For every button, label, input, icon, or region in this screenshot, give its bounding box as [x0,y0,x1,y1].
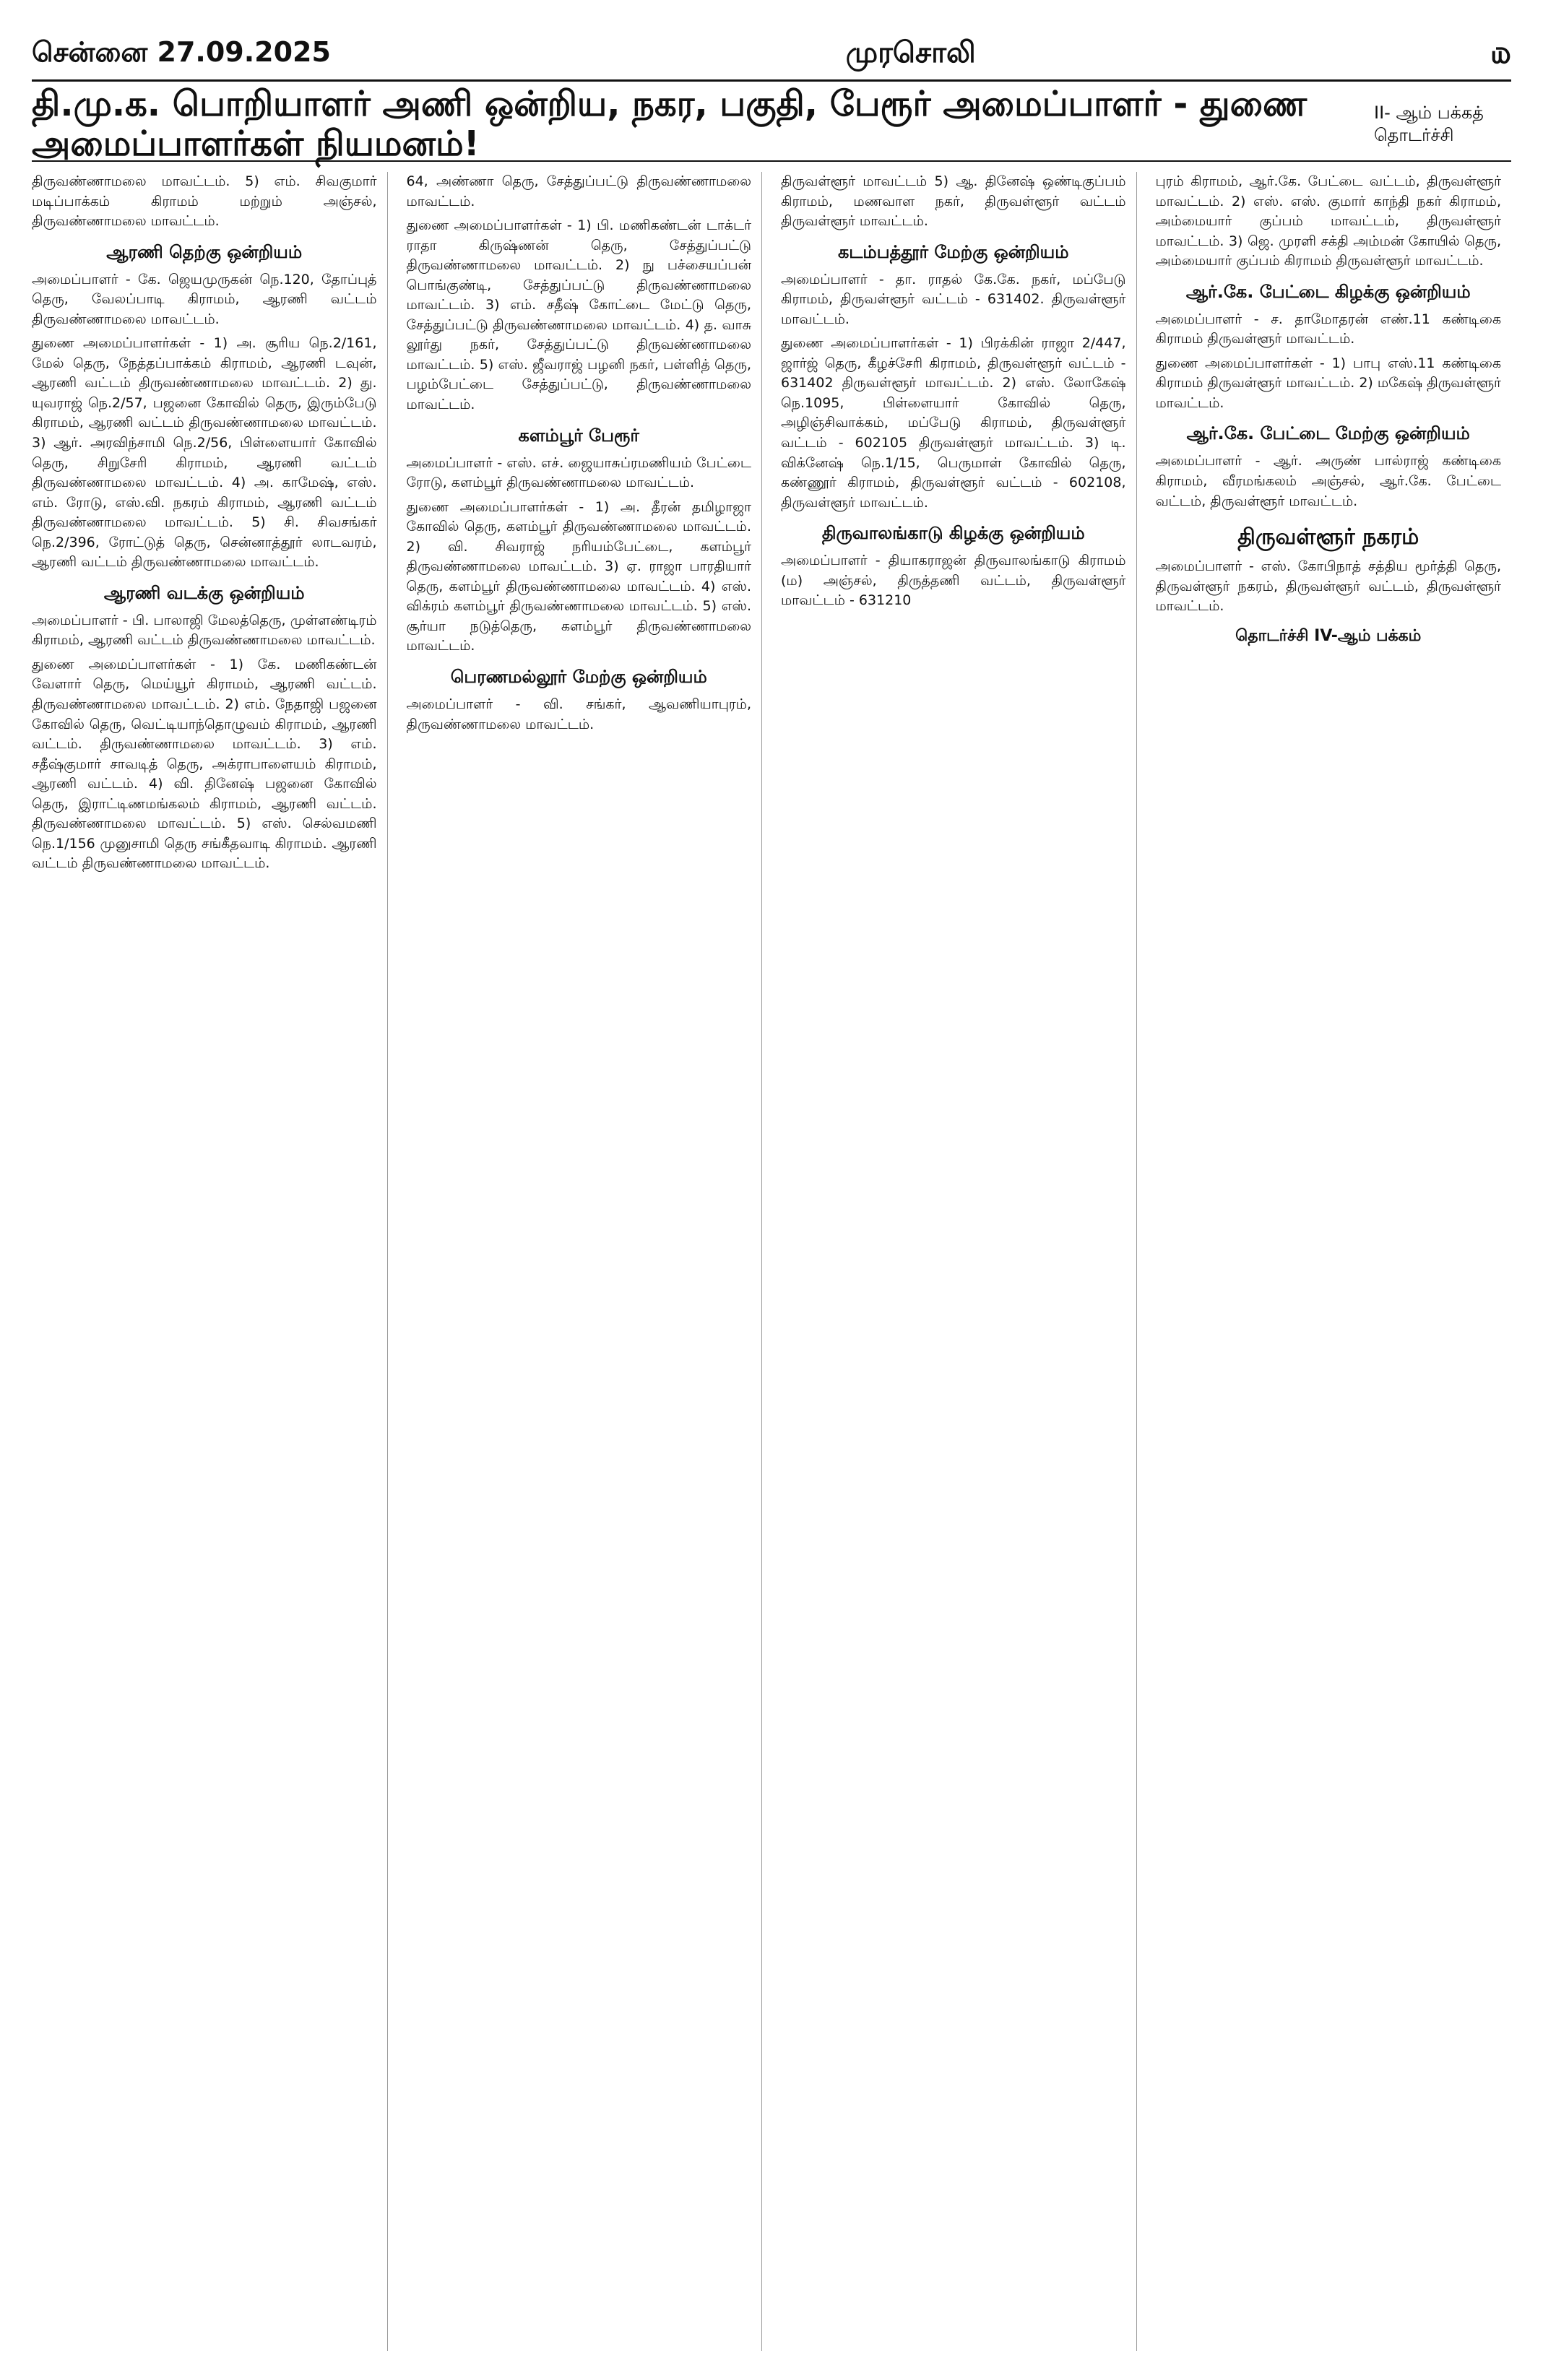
section-heading: திருவாலங்காடு கிழக்கு ஒன்றியம் [821,523,1085,544]
paragraph: அமைப்பாளர் - ச. தாமோதரன் எண்.11 கண்டிகை கிராமம் திருவள்ளூர் மாவட்டம். [1155,311,1501,347]
paragraph: திருவள்ளூர் மாவட்டம் 5) ஆ. தினேஷ் ஒண்டிகுப்பம் கிராமம், மணவாள நகர், திருவள்ளூர் வட்டம் திருவள்ளூர் மாவட்டம். [781,173,1126,230]
section-heading: ஆரணி தெற்கு ஒன்றியம் [106,241,303,262]
section-heading: பெரணமல்லூர் மேற்கு ஒன்றியம் [450,667,707,688]
continued-note: II- ஆம் பக்கத் தொடர்ச்சி [1374,102,1484,145]
continuation-note: தொடர்ச்சி IV-ஆம் பக்கம் [1235,626,1422,645]
paragraph: துணை அமைப்பாளர்கள் - 1) பாபு எஸ்.11 கண்டிகை கிராமம் திருவள்ளூர் மாவட்டம். 2) மகேஷ் திருவள்ளூர் மாவட்டம். [1155,355,1501,411]
section-heading: கடம்பத்தூர் மேற்கு ஒன்றியம் [837,241,1069,262]
paragraph: துணை அமைப்பாளர்கள் - 1) பி. மணிகண்டன் டாக்டர் ராதா கிருஷ்ணன் தெரு, சேத்துப்பட்டு திருவண்ணாமலை மாவட்டம். 2) நு பச்சையப்பன் பொங்குண்டி, சேத்துப்பட்டு திருவண்ணாமலை மாவட்டம். 3) எம். சதீஷ் கோட்டை மேட்டு தெரு, சேத்துப்பட்டு திருவண்ணாமலை மாவட்டம். 4) த. வாசு லூர்து நகர், சேத்துப்பட்டு திருவண்ணாமலை மாவட்டம். 5) எஸ். ஜீவராஜ் பழனி நகர், பள்ளித் தெரு, பழம்பேட்டை சேத்துப்பட்டு, திருவண்ணாமலை மாவட்டம். [406,217,751,413]
masthead-paper: முரசொலி [845,35,976,69]
paragraph: அமைப்பாளர் - எஸ். எச். ஜையாசுப்ரமணியம் பேட்டை ரோடு, களம்பூர் திருவண்ணாமலை மாவட்டம். [406,454,751,491]
paragraph: துணை அமைப்பாளர்கள் - 1) அ. சூரிய நெ.2/161, மேல் தெரு, நேத்தப்பாக்கம் கிராமம், ஆரணி டவுன், ஆரணி வட்டம் திருவண்ணாமலை மாவட்டம். 2) து. யுவராஜ் நெ.2/57, பஜனை கோவில் தெரு, இரும்பேடு கிராமம், ஆரணி வட்டம் திருவண்ணாமலை மாவட்டம். 3) ஆர். அரவிந்சாமி நெ.2/56, பிள்ளையார் கோவில் தெரு, சிறுசேரி கிராமம், ஆரணி வட்டம் திருவண்ணாமலை மாவட்டம். 4) அ. காமேஷ், எஸ். எம். ரோடு, எஸ்.வி. நகரம் கிராமம், ஆரணி வட்டம் திருவண்ணாமலை மாவட்டம். 5) சி. சிவசங்கர் நெ.2/396, ரோட்டுத் தெரு, சென்னாத்தூர் லாடவரம், ஆரணி வட்டம் திருவண்ணாமலை மாவட்டம். [32,335,377,571]
paragraph: புரம் கிராமம், ஆர்.கே. பேட்டை வட்டம், திருவள்ளூர் மாவட்டம். 2) எஸ். எஸ். குமார் காந்தி நகர் கிராமம், அம்மையார் குப்பம் மாவட்டம், திருவள்ளூர் மாவட்டம். 3) ஜெ. முரளி சக்தி அம்மன் கோயில் தெரு, அம்மையார் குப்பம் கிராமம் திருவள்ளூர் மாவட்டம். [1155,173,1501,269]
section-heading: ஆரணி வடக்கு ஒன்றியம் [103,582,305,603]
column-4 [1156,172,1512,2351]
section-heading: களம்பூர் பேரூர் [518,425,639,446]
paragraph: அமைப்பாளர் - கே. ஜெயமுருகன் நெ.120, தோப்புத் தெரு, வேலப்பாடி கிராமம், ஆரணி வட்டம் திருவண்ணாமலை மாவட்டம். [32,271,377,327]
paragraph: அமைப்பாளர் - வி. சங்கர், ஆவணியாபுரம், திருவண்ணாமலை மாவட்டம். [406,696,751,732]
paragraph: 64, அண்ணா தெரு, சேத்துப்பட்டு திருவண்ணாமலை மாவட்டம். [406,173,751,209]
article-columns [32,172,1511,2351]
paragraph: அமைப்பாளர் - ஆர். அருண் பால்ராஜ் கண்டிகை கிராமம், வீரமங்கலம் அஞ்சல், ஆர்.கே. பேட்டை வட்டம், திருவள்ளூர் மாவட்டம். [1155,453,1501,509]
paragraph: திருவண்ணாமலை மாவட்டம். 5) எம். சிவகுமார் மடிப்பாக்கம் கிராமம் மற்றும் அஞ்சல், திருவண்ணாமலை மாவட்டம். [32,173,377,230]
headline-banner [32,83,1511,164]
section-heading: திருவள்ளூர் நகரம் [1237,524,1419,550]
section-heading: ஆர்.கே. பேட்டை கிழக்கு ஒன்றியம் [1185,281,1471,302]
paragraph: துணை அமைப்பாளர்கள் - 1) அ. தீரன் தமிழாஜா கோவில் தெரு, களம்பூர் திருவண்ணாமலை மாவட்டம். 2) வி. சிவராஜ் நரியம்பேட்டை, களம்பூர் திருவண்ணாமலை மாவட்டம். 3) ஏ. ராஜா பாரதியார் தெரு, களம்பூர் திருவண்ணாமலை மாவட்டம். 4) எஸ். விக்ரம் களம்பூர் திருவண்ணாமலை மாவட்டம். 5) எஸ். சூர்யா நடுத்தெரு, களம்பூர் திருவண்ணாமலை மாவட்டம். [406,498,751,654]
column-2 [407,172,763,2351]
page-number: ௰ [1490,33,1511,71]
masthead-date: சென்னை 27.09.2025 [32,36,331,68]
column-3 [781,172,1137,2351]
paragraph: அமைப்பாளர் - தா. ராதல் கே.கே. நகர், மப்பேடு கிராமம், திருவள்ளூர் வட்டம் - 631402. திருவள்ளூர் மாவட்டம். [781,271,1126,327]
paragraph: அமைப்பாளர் - தியாகராஜன் திருவாலங்காடு கிராமம் (ம) அஞ்சல், திருத்தணி வட்டம், திருவள்ளூர் மாவட்டம் - 631210 [781,553,1126,609]
column-1 [32,172,388,2351]
paragraph: துணை அமைப்பாளர்கள் - 1) பிரக்கின் ராஜா 2/447, ஜார்ஜ் தெரு, கீழச்சேரி கிராமம், திருவள்ளூர் வட்டம் - 631402 திருவள்ளூர் மாவட்டம். 2) எஸ். லோகேஷ் நெ.1095, பிள்ளையார் கோவில் தெரு, அழிஞ்சிவாக்கம், மப்பேடு கிராமம், திருவள்ளூர் வட்டம் - 602105 திருவள்ளூர் மாவட்டம். 3) டி. விக்னேஷ் நெ.1/15, பெருமாள் கோவில் தெரு, கண்ணூர் கிராமம், திருவள்ளூர் வட்டம் - 602108, திருவள்ளூர் மாவட்டம். [781,335,1126,511]
paragraph: அமைப்பாளர் - எஸ். கோபிநாத் சத்திய மூர்த்தி தெரு, திருவள்ளூர் நகரம், திருவள்ளூர் வட்டம், திருவள்ளூர் மாவட்டம். [1155,558,1501,615]
paragraph: துணை அமைப்பாளர்கள் - 1) கே. மணிகண்டன் வேளார் தெரு, மெய்யூர் கிராமம், ஆரணி வட்டம். திருவண்ணாமலை மாவட்டம். 2) எம். நேதாஜி பஜனை கோவில் தெரு, வெட்டியாந்தொழுவம் கிராமம், ஆரணி வட்டம். திருவண்ணாமலை மாவட்டம். 3) எம். சதீஷ்குமார் சாவடித் தெரு, அக்ராபாளையம் கிராமம், ஆரணி வட்டம். 4) வி. தினேஷ் பஜனை கோவில் தெரு, இராட்டிணமங்கலம் கிராமம், ஆரணி வட்டம். திருவண்ணாமலை மாவட்டம். 5) எஸ். செல்வமணி நெ.1/156 முனுசாமி தெரு சங்கீதவாடி கிராமம். ஆரணி வட்டம் திருவண்ணாமலை மாவட்டம். [32,656,377,872]
section-heading: ஆர்.கே. பேட்டை மேற்கு ஒன்றியம் [1186,423,1470,444]
page-headline: தி.மு.க. பொறியாளர் அணி ஒன்றிய, நகர, பகுதி, பேரூர் அமைப்பாளர் - துணை அமைப்பாளர்கள் நியமனம்! [32,83,1308,164]
masthead [32,29,1511,82]
paragraph: அமைப்பாளர் - பி. பாலாஜி மேலத்தெரு, முள்ளண்டிரம் கிராமம், ஆரணி வட்டம் திருவண்ணாமலை மாவட்டம். [32,612,377,649]
